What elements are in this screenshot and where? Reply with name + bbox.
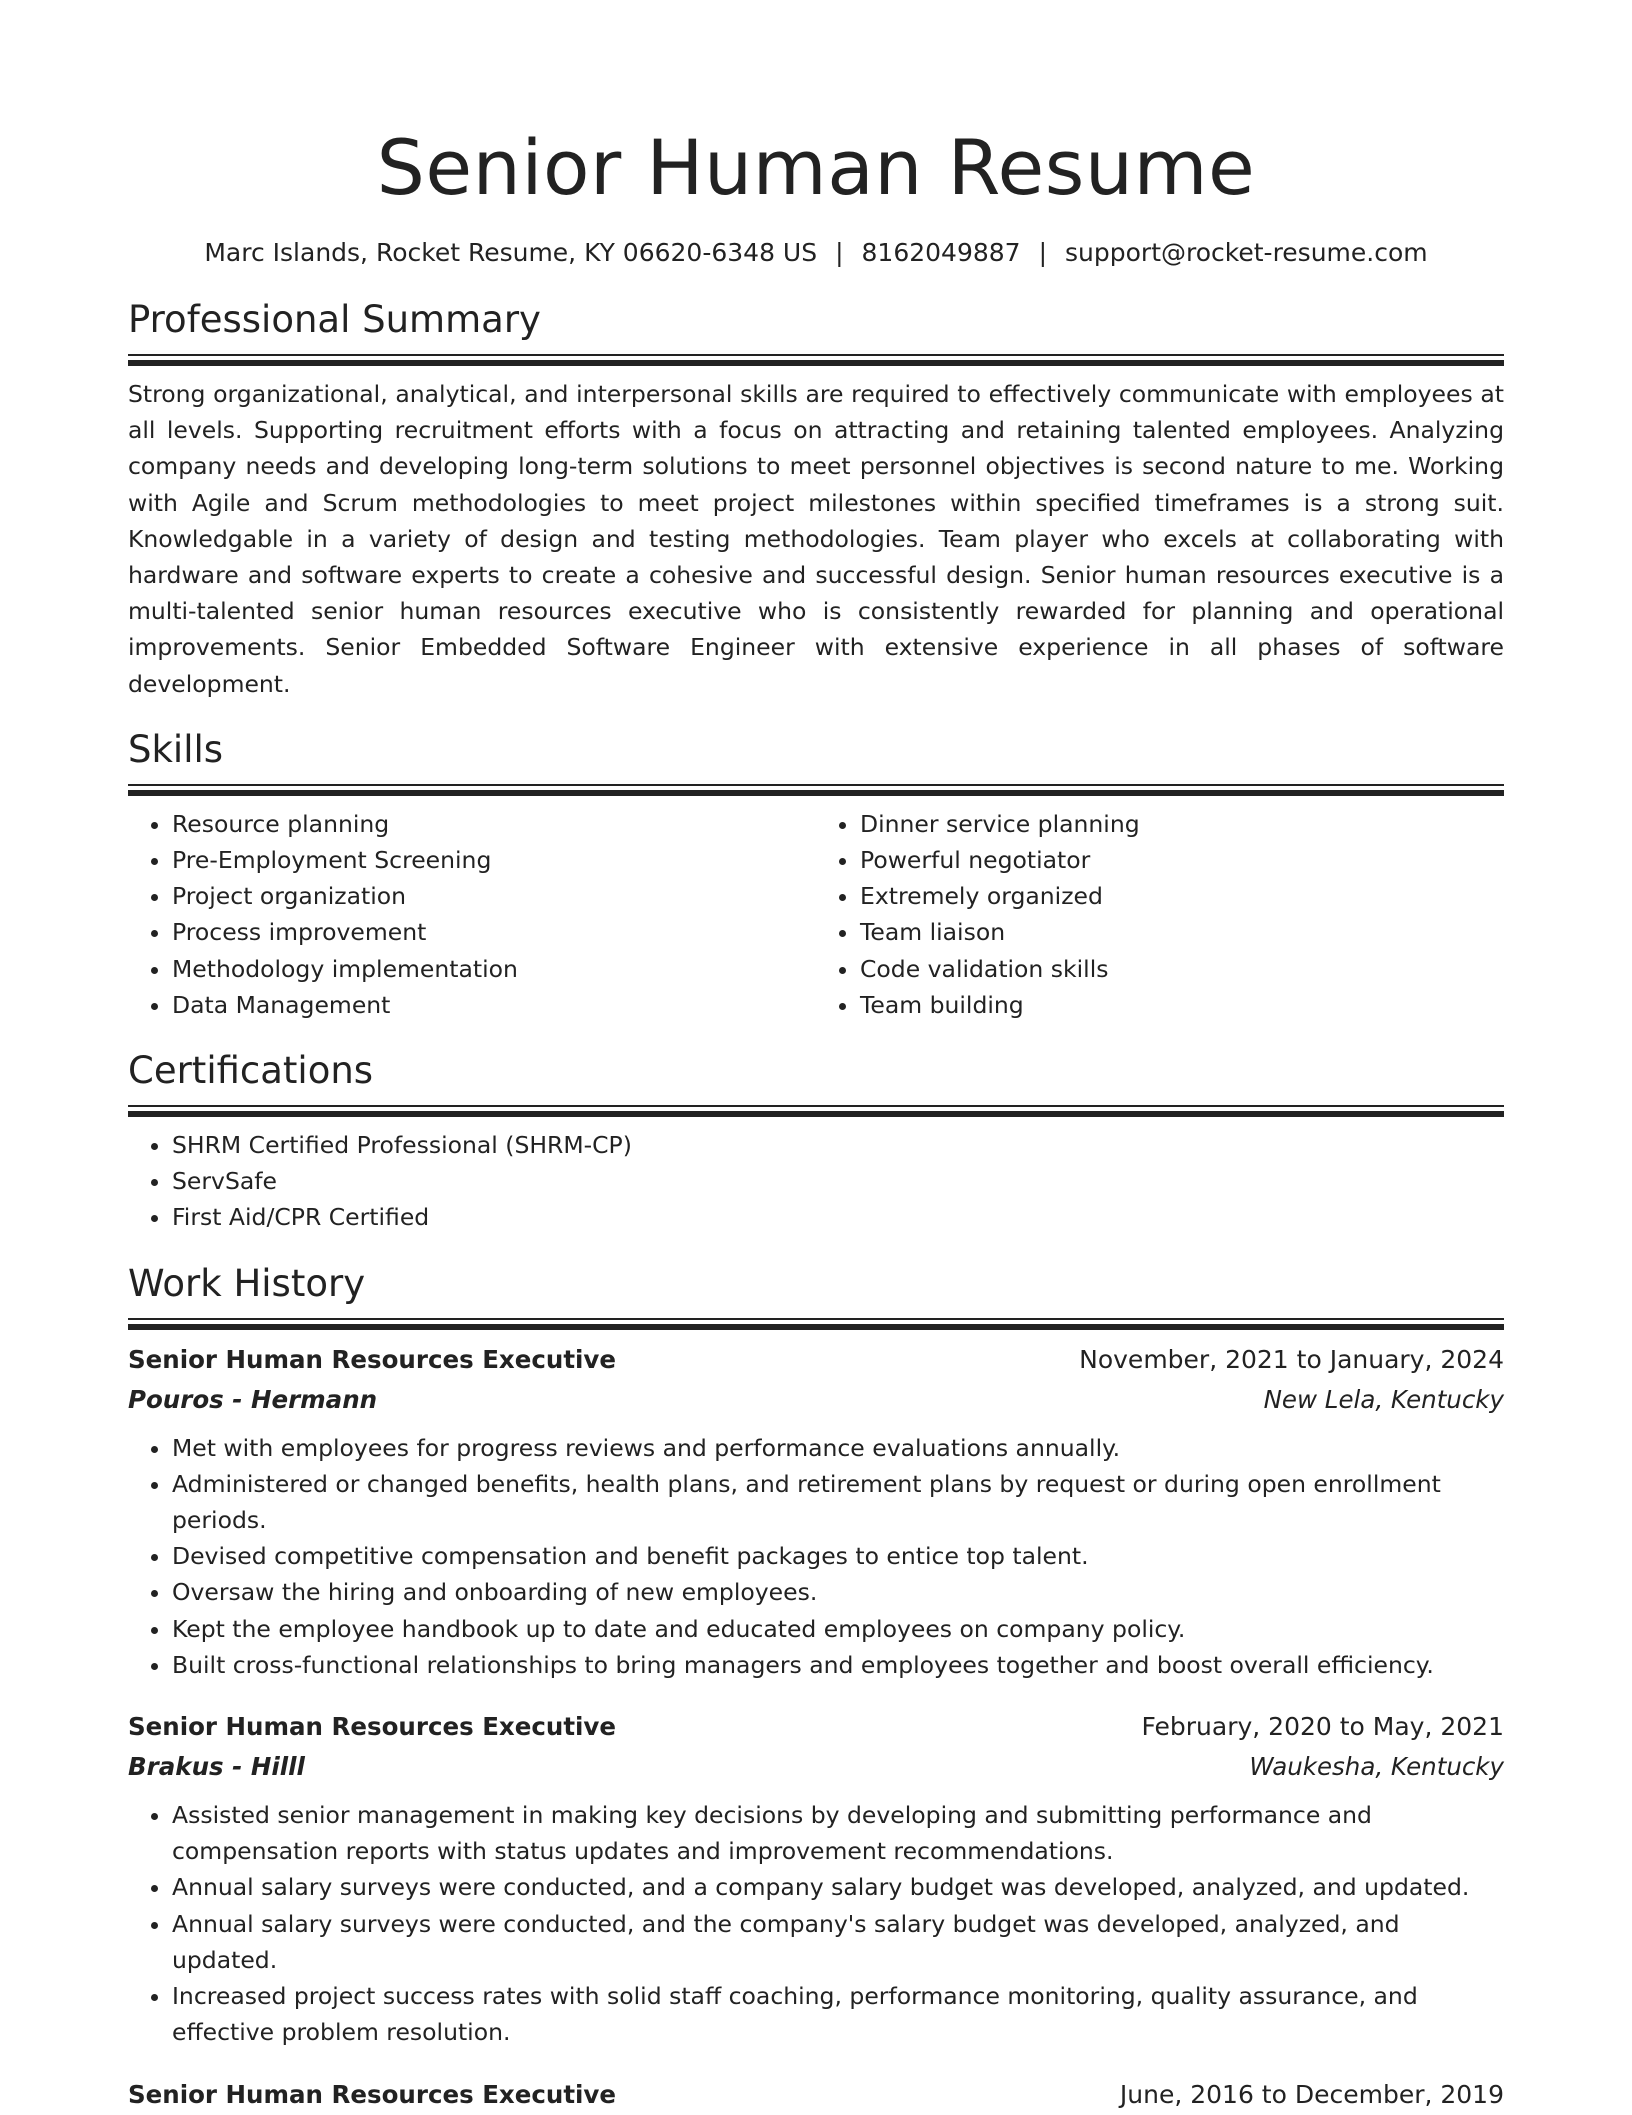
skill-item: • Resource planning [172,806,816,842]
job-bullet: • Assisted senior management in making key decisions by developing and submitting performance and compensation reports with status updates and improvement recommendations. [172,1797,1504,1869]
contact-separator: | [1038,238,1048,267]
job-bullet-list [128,1797,1504,2050]
skill-item: • Process improvement [172,914,816,950]
skill-item: • Extremely organized [860,878,1504,914]
job-bullet: • Administered or changed benefits, health plans, and retirement plans by request or during open enrollment periods. [172,1466,1504,1538]
contact-phone: 8162049887 [861,238,1021,267]
skill-item: • Code validation skills [860,951,1504,987]
job-bullet: • Built cross-functional relationships to bring managers and employees together and boost overall efficiency. [172,1647,1504,1683]
skill-item: • Team liaison [860,914,1504,950]
skill-item: • Data Management [172,987,816,1023]
job-location: Waukesha, Kentucky [1249,1752,1504,1782]
skill-item: • Dinner service planning [860,806,1504,842]
skills-columns [128,806,1504,1023]
job-company: Brakus - Hilll [128,1752,305,1782]
job-subheader [128,1380,1504,1420]
summary-text: Strong organizational, analytical, and interpersonal skills are required to effectively communicate with employees at all levels. Supporting recruitment efforts with a focus on attracting and retaining talented employees. Analyzing company needs and developing long-term solutions to meet personnel objectives is second nature to me. Working with Agile and Scrum methodologies to meet project milestones within specified timeframes is a strong suit. Knowledgable in a variety of design and testing methodologies. Team player who excels at collaborating with hardware and software experts to create a cohesive and successful design. Senior human resources executive is a multi-talented senior human resources executive who is consistently rewarded for planning and operational improvements. Senior Embedded Software Engineer with extensive experience in all phases of software development. [128,380,1504,698]
job-bullet: • Oversaw the hiring and onboarding of new employees. [172,1574,1504,1610]
contact-email[interactable]: support@rocket-resume.com [1065,238,1428,267]
work-history-section [128,1260,1504,2115]
skills-section [128,726,1504,1023]
skill-item: • Methodology implementation [172,951,816,987]
certifications-section [128,1047,1504,1236]
summary-section [128,296,1504,702]
job-dates: February, 2020 to May, 2021 [1141,1712,1504,1742]
resume-page [128,0,1504,2115]
skills-list-left [128,806,816,1023]
contact-address: Marc Islands, Rocket Resume, KY 06620-6348 US [204,238,818,267]
job-bullet: • Devised competitive compensation and benefit packages to entice top talent. [172,1538,1504,1574]
job-bullet: • Annual salary surveys were conducted, and a company salary budget was developed, analyzed, and updated. [172,1869,1504,1905]
job-header [128,2075,1504,2115]
job-bullet: • Increased project success rates with solid staff coaching, performance monitoring, quality assurance, and effective problem resolution. [172,1978,1504,2050]
certification-item: • ServSafe [172,1163,1504,1199]
section-title-certifications: Certifications [128,1049,374,1093]
section-title-summary: Professional Summary [128,298,541,341]
certification-item: • First Aid/CPR Certified [172,1199,1504,1235]
certification-item: • SHRM Certified Professional (SHRM-CP) [172,1127,1504,1163]
job-bullet: • Annual salary surveys were conducted, and the company's salary budget was developed, analyzed, and updated. [172,1906,1504,1978]
job-dates: June, 2016 to December, 2019 [1119,2079,1504,2109]
skills-list-right [816,806,1504,1023]
job-title: Senior Human Resources Executive [128,1344,617,1374]
section-divider [128,784,1504,796]
skill-item: • Project organization [172,878,816,914]
job-subheader [128,1747,1504,1787]
contact-line [128,236,1504,270]
skill-item: • Pre-Employment Screening [172,842,816,878]
job-bullet: • Met with employees for progress reviews and performance evaluations annually. [172,1430,1504,1466]
job-header [128,1340,1504,1380]
skill-item: • Team building [860,987,1504,1023]
job-bullet: • Kept the employee handbook up to date and educated employees on company policy. [172,1611,1504,1647]
skill-item: • Powerful negotiator [860,842,1504,878]
certifications-list [128,1127,1504,1236]
section-divider [128,1105,1504,1117]
section-title-skills: Skills [128,727,224,771]
job-entry [128,2075,1504,2115]
job-title: Senior Human Resources Executive [128,1712,617,1742]
section-divider [128,1318,1504,1330]
contact-separator: | [835,238,844,267]
section-divider [128,354,1504,366]
job-title: Senior Human Resources Executive [128,2079,617,2109]
job-bullet-list [128,1430,1504,1683]
resume-name: Senior Human Resume [376,123,1256,212]
job-company: Pouros - Hermann [128,1384,378,1414]
job-entry [128,1707,1504,2050]
job-location: New Lela, Kentucky [1263,1384,1504,1414]
job-header [128,1707,1504,1747]
job-entry [128,1340,1504,1683]
job-dates: November, 2021 to January, 2024 [1079,1344,1504,1374]
section-title-work-history: Work History [128,1261,366,1305]
